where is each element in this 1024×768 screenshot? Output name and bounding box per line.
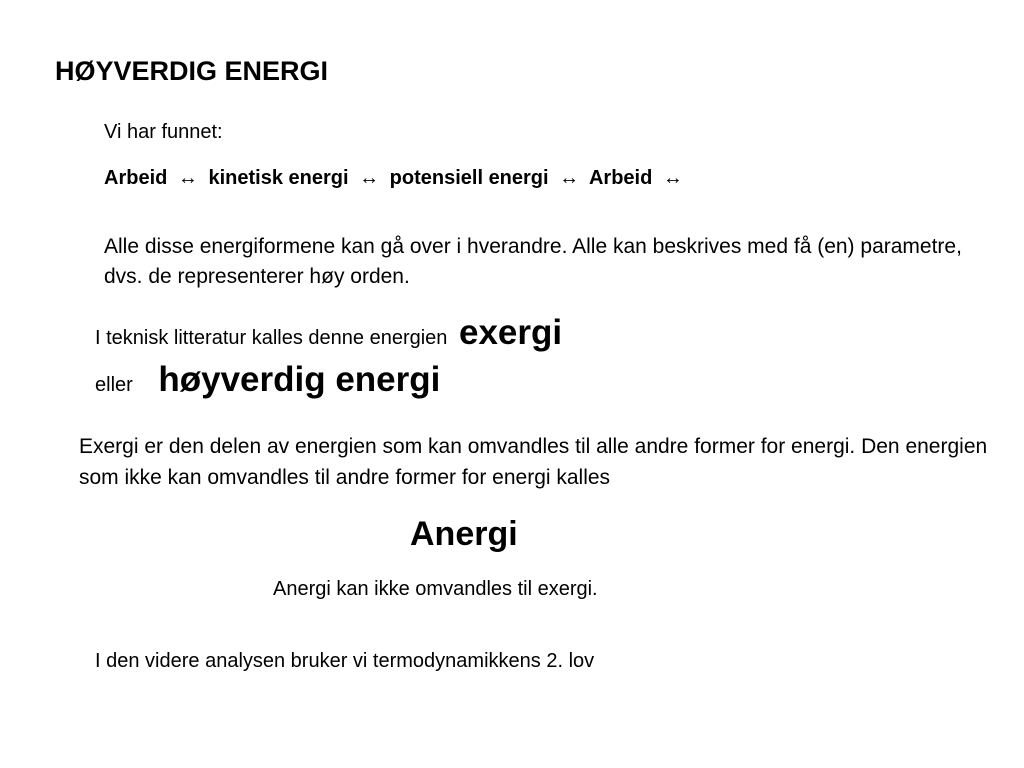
transform-paragraph: Alle disse energiformene kan gå over i hverandre. Alle kan beskrives med få (en) parametre, dvs. de representerer høy orden. [104, 235, 962, 288]
exergi-term: exergi [458, 313, 563, 352]
found-label: Vi har funnet: [104, 121, 223, 143]
analysis-line: I den videre analysen bruker vi termodynamikkens 2. lov [95, 650, 595, 672]
hoyverdig-term: høyverdig energi [158, 360, 441, 399]
double-arrow-icon: ↔ [359, 167, 380, 189]
exergi-definition: Exergi er den delen av energien som kan omvandles til alle andre former for energi. Den energien som ikke kan omvandles til andre former for energi kalles [79, 435, 988, 489]
literature-text: I teknisk litteratur kalles denne energien [95, 327, 448, 349]
chain-item-arbeid-2: Arbeid [588, 167, 653, 189]
chain-item-potensiell: potensiell energi [389, 167, 549, 189]
double-arrow-icon: ↔ [559, 167, 580, 189]
anergi-term: Anergi [410, 515, 518, 553]
anergi-note: Anergi kan ikke omvandles til exergi. [273, 578, 598, 600]
slide-title: HØYVERDIG ENERGI [55, 56, 329, 86]
eller-text: eller [95, 374, 133, 396]
eller-line [95, 360, 440, 400]
double-arrow-icon: ↔ [662, 167, 683, 189]
double-arrow-icon: ↔ [177, 167, 198, 189]
chain-item-kinetisk: kinetisk energi [208, 167, 349, 189]
literature-line [95, 313, 562, 353]
chain-item-arbeid: Arbeid [104, 167, 168, 189]
energy-chain [104, 167, 688, 190]
